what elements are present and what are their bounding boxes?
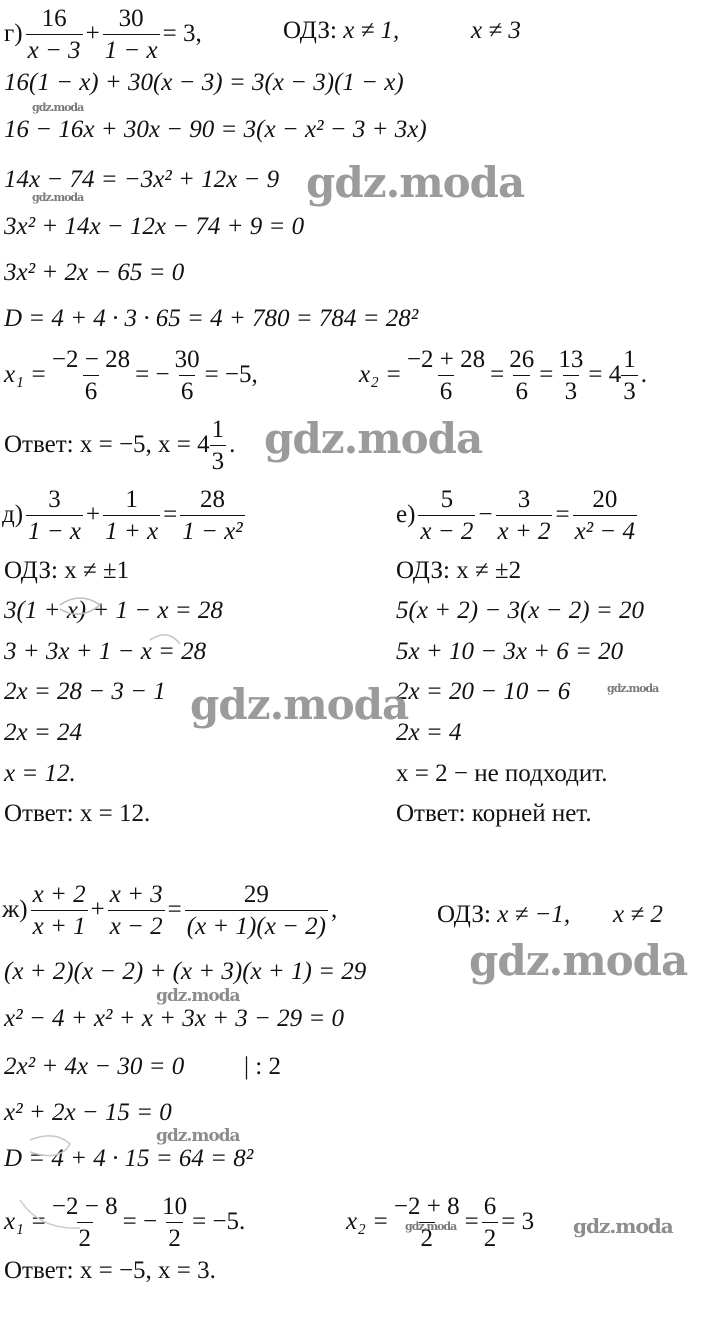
fraction: $\frac{5}{x - 2}$ <box>420 486 474 546</box>
fraction: $\frac{-2 + 28}{6}$ <box>406 346 486 406</box>
problem-d-label: д) <box>2 500 24 528</box>
problem-zh-root-x2: x₂ = $\frac{-2 + 8}{2}$ = $\frac{6}{2}$ = 3 <box>346 1193 535 1253</box>
problem-g-line-5: 3x² + 2x − 65 = 0 <box>4 259 185 286</box>
problem-e-answer: Ответ: корней нет. <box>396 800 592 827</box>
fraction: $\frac{6}{2}$ <box>483 1193 497 1253</box>
problem-e-line-2: 5x + 10 − 3x + 6 = 20 <box>396 638 624 665</box>
watermark-logo: gdz.moda <box>469 936 688 985</box>
watermark-medium: gdz.moda <box>156 986 240 1006</box>
fraction: $\frac{3}{x + 2}$ <box>497 486 551 546</box>
problem-g-root-x2: x₂ = $\frac{-2 + 28}{6}$ = $\frac{26}{6}$ = $\frac{13}{3}$ = 4 $\frac{1}{3}$ . <box>359 346 647 406</box>
fraction: $\frac{20}{\text{x² − 4}}$ <box>574 486 636 546</box>
problem-e-line-5: x = 2 − не подходит. <box>396 760 608 787</box>
problem-zh-answer: Ответ: x = −5, x = 3. <box>4 1257 216 1284</box>
problem-g-odz-2: x ≠ 3 <box>471 17 521 44</box>
problem-d-line-2: 3 + 3x + 1 − x = 28 <box>4 638 207 665</box>
fraction: $\frac{1}{1 + x}$ <box>105 486 159 546</box>
problem-g-odz: ОДЗ: x ≠ 1, <box>283 17 400 44</box>
fraction: $\frac{29}{(x + 1)(x - 2)}$ <box>186 881 326 941</box>
fraction: $\frac{16}{x - 3}$ <box>27 5 81 65</box>
problem-g-line-4: 3x² + 14x − 12x − 74 + 9 = 0 <box>4 213 305 240</box>
problem-zh-equation: ж) $\frac{x + 2}{x + 1}$ + $\frac{x + 3}{x - 2}$ = $\frac{29}{(x + 1)(x - 2)}$ , <box>2 881 338 941</box>
problem-d-equation: д) $\frac{3}{1 - x}$ + $\frac{1}{1 + x}$ = $\frac{28}{\text{1 − x²}}$ <box>2 486 243 546</box>
watermark-logo: gdz.moda <box>264 414 483 463</box>
problem-e-odz: ОДЗ: x ≠ ±2 <box>396 557 522 584</box>
problem-g-label: г) <box>4 19 23 47</box>
fraction: $\frac{x + 3}{x - 2}$ <box>109 881 163 941</box>
fraction: $\frac{30}{1 - x}$ <box>104 5 158 65</box>
watermark-small: gdz.moda <box>405 1220 457 1233</box>
problem-d-line-4: 2x = 24 <box>4 719 82 746</box>
fraction: $\frac{30}{6}$ <box>174 346 200 406</box>
problem-zh-line-3-divide: | : 2 <box>244 1053 281 1080</box>
fraction: $\frac{x + 2}{x + 1}$ <box>32 881 86 941</box>
watermark-small: gdz.moda <box>32 101 84 114</box>
watermark-small: gdz.moda <box>32 191 84 204</box>
watermark-medium: gdz.moda <box>156 1126 240 1146</box>
problem-zh-odz: ОДЗ: x ≠ −1, <box>437 901 571 928</box>
problem-g-line-3: 14x − 74 = −3x² + 12x − 9 <box>4 166 280 193</box>
fraction: $\frac{1}{3}$ <box>623 346 636 406</box>
fraction: $\frac{13}{3}$ <box>558 346 584 406</box>
problem-g-line-1: 16(1 − x) + 30(x − 3) = 3(x − 3)(1 − x) <box>4 69 404 96</box>
problem-zh-line-3: 2x² + 4x − 30 = 0 <box>4 1053 185 1080</box>
problem-zh-odz-2: x ≠ 2 <box>613 901 663 928</box>
problem-d-odz: ОДЗ: x ≠ ±1 <box>4 557 130 584</box>
problem-d-line-3: 2x = 28 − 3 − 1 <box>4 678 166 705</box>
problem-zh-label: ж) <box>2 895 28 923</box>
problem-zh-discriminant: D = 4 + 4 · 15 = 64 = 8² <box>4 1145 254 1172</box>
problem-g-root-x1: x₁ = $\frac{-2 - 28}{6}$ = − $\frac{30}{6}$ = −5, <box>4 346 258 406</box>
watermark-small: gdz.moda <box>607 682 659 695</box>
problem-g-line-2: 16 − 16x + 30x − 90 = 3(x − x² − 3 + 3x) <box>4 116 427 143</box>
watermark-logo: gdz.moda <box>190 680 409 729</box>
watermark-medium: gdz.moda <box>573 1214 673 1238</box>
problem-zh-line-1: (x + 2)(x − 2) + (x + 3)(x + 1) = 29 <box>4 958 367 985</box>
problem-e-line-4: 2x = 4 <box>396 719 462 746</box>
problem-e-label: е) <box>396 500 416 528</box>
problem-e-equation: е) $\frac{5}{x - 2}$ − $\frac{3}{x + 2}$ = $\frac{20}{\text{x² − 4}}$ <box>396 486 636 546</box>
problem-d-line-5: x = 12. <box>4 760 76 787</box>
fraction: $\frac{-2 - 28}{6}$ <box>51 346 131 406</box>
problem-d-line-1: 3(1 + x) + 1 − x = 28 <box>4 597 223 624</box>
fraction: $\frac{10}{2}$ <box>162 1193 188 1253</box>
problem-zh-root-x1: x₁ = $\frac{-2 - 8}{2}$ = − $\frac{10}{2}$ = −5. <box>4 1193 246 1253</box>
problem-zh-line-2: x² − 4 + x² + x + 3x + 3 − 29 = 0 <box>4 1005 344 1032</box>
problem-g-discriminant: D = 4 + 4 · 3 · 65 = 4 + 780 = 784 = 28² <box>4 305 419 332</box>
problem-g-answer: Ответ: x = −5, x = 4 $\frac{1}{3}$ . <box>4 416 236 476</box>
fraction: $\frac{26}{6}$ <box>509 346 535 406</box>
problem-g-equation: г) $\frac{16}{x - 3}$ + $\frac{30}{1 - x}$ = 3, <box>4 5 202 65</box>
problem-zh-line-4: x² + 2x − 15 = 0 <box>4 1099 172 1126</box>
fraction: $\frac{3}{1 - x}$ <box>28 486 82 546</box>
problem-d-answer: Ответ: x = 12. <box>4 800 151 827</box>
fraction: $\frac{-2 + 8}{2}$ <box>393 1193 460 1253</box>
problem-e-line-3: 2x = 20 − 10 − 6 <box>396 678 571 705</box>
fraction: $\frac{28}{\text{1 − x²}}$ <box>182 486 243 546</box>
fraction: $\frac{-2 - 8}{2}$ <box>51 1193 118 1253</box>
fraction: $\frac{1}{3}$ <box>211 416 225 476</box>
watermark-logo: gdz.moda <box>306 158 525 207</box>
problem-e-line-1: 5(x + 2) − 3(x − 2) = 20 <box>396 597 644 624</box>
